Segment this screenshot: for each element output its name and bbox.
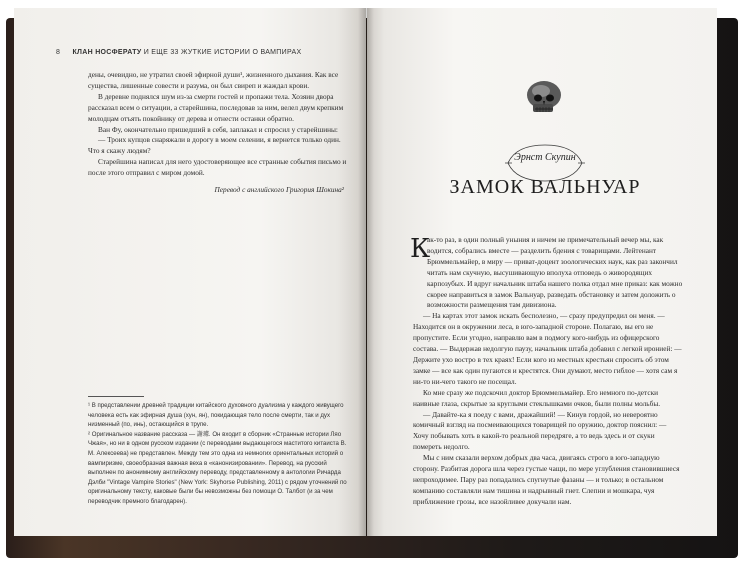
left-paragraph: — Троих купцов снаряжали в дорогу в моем селении, я вернется только один. Что я скажу людям? xyxy=(88,135,341,156)
left-paragraph: Старейшина написал для него удостоверяющее все странные события письмо и после этого отправил с миром домой. xyxy=(88,157,347,178)
page-number: 8 xyxy=(56,49,61,56)
book-gutter-shadow xyxy=(358,8,374,536)
footnote: ² Оригинальное название рассказа — 謝璩. Он входит в сборник «Странные истории Ляо Чжая», но ни в одном русском издании (с переводами выдающегося маститого китаиста В. М. Алексеева) не представлен. Между тем это одна из немногих ориентальных историй о вампиризме, своеобразная важная веха в «канонизировании». Перевод, на русский выполнен по анонимному английскому переводу, представленному в антологии Ричарда Дэлби "Vintage Vampire Stories" (New York: Skyhorse Publishing, 2011) с рядом уточнений по оригинальному тексту, каковые были бы невозможны без помощи О. Талбот (и за чем переводчик премного благодарен). xyxy=(88,430,347,505)
right-paragraph: — На картах этот замок искать бесполезно, — сразу предупредил он меня. — Находится он в окружении леса, в юго-западной стороне. Полагаю, вы его не пропустите. Если угодно, направлю вам в подмогу кого-нибудь из офицерского состава. — Выдержав недолгую паузу, начальник штаба добавил с легкой иронией: — Держите ухо востро в тех краях! Если кого из местных крестьян спросить об этом замке — все как один пугаются и крестятся. Они думают, место гиблое — хотя сам я ни-то ни-чего такого не посещал. xyxy=(413,311,682,386)
skull-illustration xyxy=(519,78,569,118)
running-head-rest: И ЕЩЕ 33 ЖУТКИЕ ИСТОРИИ О ВАМПИРАХ xyxy=(143,49,302,56)
right-first-paragraph: ак-то раз, в один полный уныния и ничем не примечательный вечер мы, как водится, собрались вместе — разделить бдения с товарищами. Лейтенант Брюммельмайер, в миру — приват-доцент зоологических наук, как раз закончил читать нам скучную, высушивающую вполуха отповедь о живородящих карпозубых. И вдруг начальник штаба нашего полка отдал мне приказ: как можно скорее направиться в замок Вальнуар, разведать обстановку и затем доложить о возможности размещения там дивизиона. xyxy=(427,235,683,310)
left-paragraph: дены, очевидно, не утратил своей эфирной души¹, жизненного дыхания. Как все существа, лишенные совести и разума, он был свиреп и жаждал крови. xyxy=(88,70,339,90)
story-title: ЗАМОК ВАЛЬНУАР xyxy=(449,176,641,198)
footnotes xyxy=(88,401,350,507)
right-body-text xyxy=(413,235,683,508)
footnote-rule xyxy=(88,396,144,397)
left-body-text xyxy=(88,70,350,179)
running-head xyxy=(56,49,301,56)
translator-credit: Перевод с английского Григория Шокина² xyxy=(214,185,344,194)
left-paragraph: В деревне поднялся шум из-за смерти гостей и пропажи тела. Хозяин двора рассказал всем о ситуации, а старейшина, последовав за ним, велел двум крепким молодцам отъять покойнику от дерева и отнести останки обратно. xyxy=(88,91,344,123)
footnote: ¹ В представлении древней традиции китайского духовного дуализма у каждого живущего человека есть как эфирная душа (хун, ян), покидающая тело после смерти, так и дух низменный (по, инь), остающийся в трупе. xyxy=(88,402,344,429)
right-paragraph: — Давайте-ка я поеду с вами, дражайший! — Кинув гордой, но невероятно комичный взгляд на посмеивающихся товарищей по оружию, доктор пояснил: — Хочу побывать хоть в какой-то реальной передряге, а то ведь здесь и от скуки помереть недолго. xyxy=(413,409,667,452)
right-paragraph: Ко мне сразу же подскочил доктор Брюммельмайер. Его немного по-детски наивные глаза, скрытые за круглыми стеклышками очков, были полны мольбы. xyxy=(413,387,661,408)
story-author: Эрнст Скупин xyxy=(514,152,576,163)
drop-cap: К xyxy=(410,234,431,264)
running-head-bold: КЛАН НОСФЕРАТУ xyxy=(72,49,142,56)
left-paragraph: Ван Фу, окончательно пришедший в себя, заплакал и спросил у старейшины: xyxy=(98,124,338,134)
right-paragraph: Мы с ним сказали верхом добрых два часа, двигаясь строго в юго-западную сторону. Разбитая дорога шла через густые чащи, по мере углубления становившиеся непроходимее. Пару раз попадались спугнутые фазаны — и только; в остальном компанию составляли нам тишина и надрывный гнет. Слепни и мошкара, чуя приближение грозы, все назойливее докучали нам. xyxy=(413,453,680,506)
